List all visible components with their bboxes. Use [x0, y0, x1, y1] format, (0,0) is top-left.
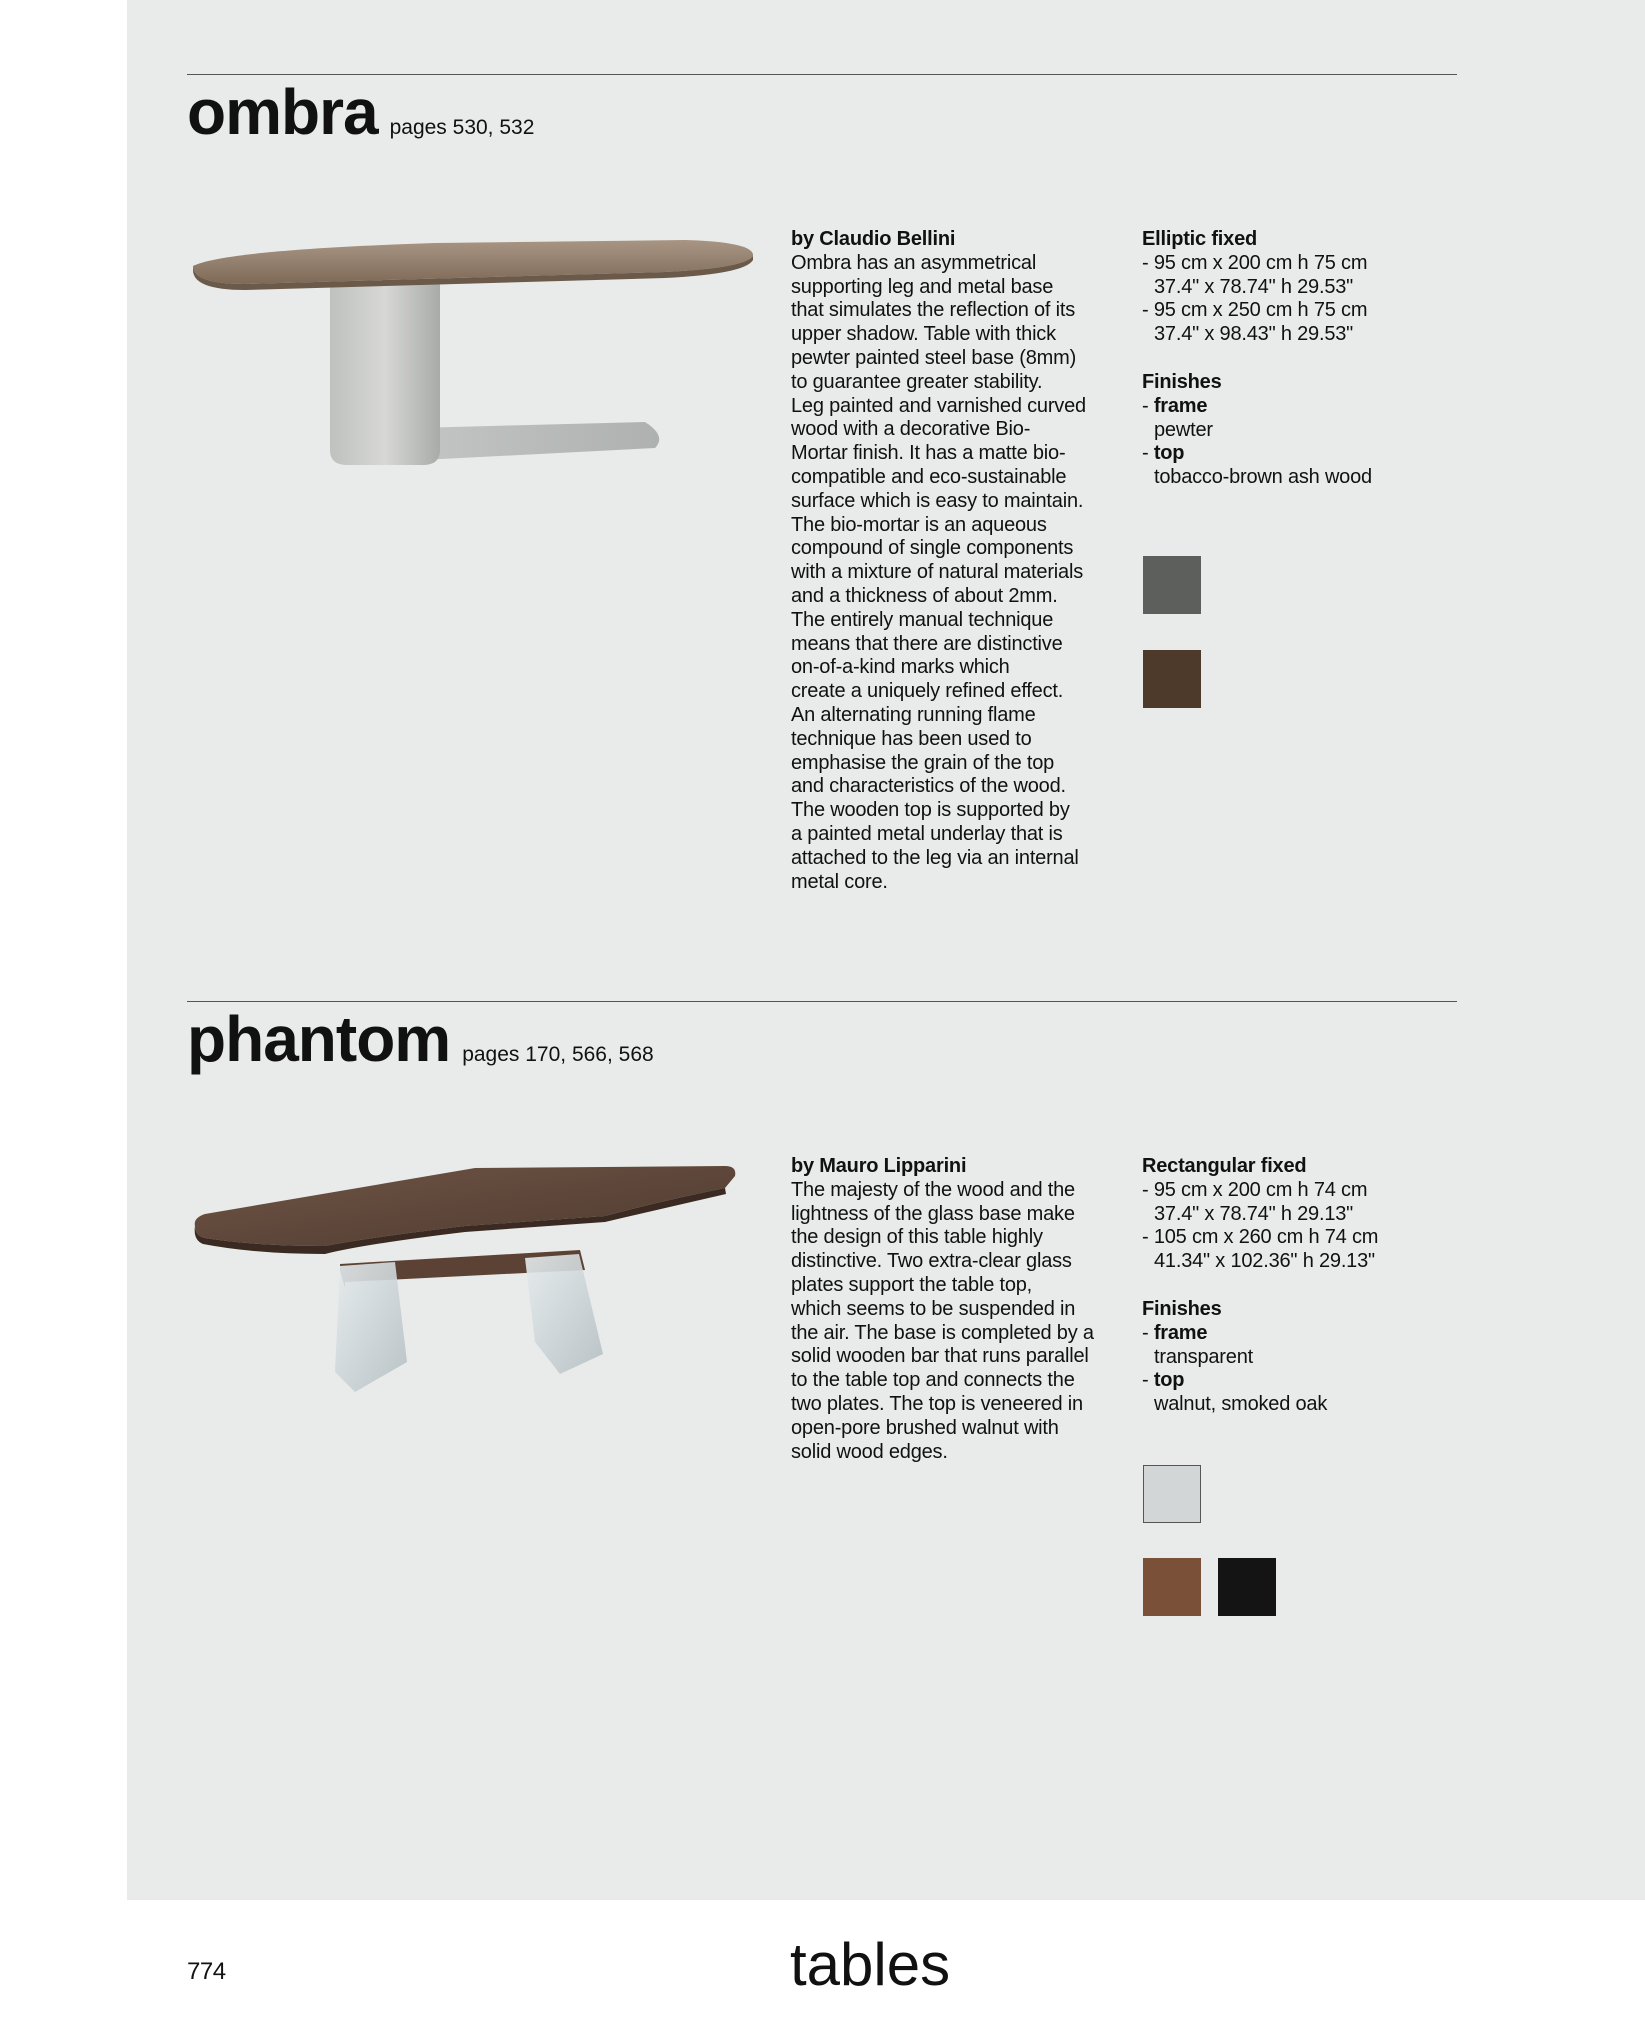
shape-label: Rectangular fixed [1142, 1155, 1307, 1177]
size-imperial: 37.4" x 78.74" h 29.13" [1154, 1202, 1354, 1225]
product-pages: pages 170, 566, 568 [462, 1043, 654, 1066]
page-number: 774 [187, 1958, 226, 1985]
top-value: tobacco-brown ash wood [1154, 466, 1372, 489]
shape-label: Elliptic fixed [1142, 228, 1258, 250]
finish-swatch-frame [1143, 556, 1201, 614]
finish-swatch-top-smoked-oak [1218, 1558, 1276, 1616]
section-divider [187, 74, 1457, 75]
phantom-table-photo [185, 1162, 745, 1394]
product-name: ombra [187, 76, 378, 148]
top-label-row: - top [1142, 442, 1185, 465]
product-title [187, 76, 535, 148]
frame-label-row: - frame [1142, 1321, 1208, 1344]
frame-label: frame [1153, 394, 1208, 417]
designer: by Mauro Lipparini [791, 1155, 967, 1177]
size-metric: - 105 cm x 260 cm h 74 cm [1142, 1226, 1379, 1249]
ombra-table-photo [185, 228, 760, 478]
product-description [791, 228, 1121, 894]
size-imperial: 37.4" x 78.74" h 29.53" [1154, 275, 1354, 298]
finish-swatch-frame [1143, 1465, 1201, 1523]
top-label: top [1153, 442, 1185, 465]
finishes-label: Finishes [1142, 1297, 1222, 1320]
size-metric: - 95 cm x 250 cm h 75 cm [1142, 299, 1368, 322]
frame-label-row: - frame [1142, 394, 1208, 417]
product-pages: pages 530, 532 [389, 116, 535, 139]
description-text: Ombra has an asymmetrical supporting leg and metal base that simulates the reflection of its upper shadow. Table with thick pewter painted steel base (8mm) to guarantee greater stability. Leg painted and varnished curved wood with a decorative Bio- Mortar finish. It has a matte bio- compatible and eco-sustainable surface which is easy to maintain. The bio-mortar is an aqueous compound of single components with a mixture of natural materials and a thickness of about 2mm. The entirely manual technique means that there are distinctive on-of-a-kind marks which create a uniquely refined effect. An alternating running flame technique has been used to emphasise the grain of the top and characteristics of the wood. The wooden top is supported by a painted metal underlay that is attached to the leg via an internal metal core. [791, 251, 1086, 893]
finishes-label: Finishes [1142, 370, 1222, 393]
product-specs [1142, 228, 1442, 490]
size-imperial: 41.34" x 102.36" h 29.13" [1154, 1250, 1375, 1273]
size-imperial: 37.4" x 98.43" h 29.53" [1154, 323, 1354, 346]
top-label-row: - top [1142, 1369, 1185, 1392]
section-name: tables [790, 1931, 951, 1998]
product-name: phantom [187, 1003, 451, 1075]
section-divider [187, 1001, 1457, 1002]
size-metric: - 95 cm x 200 cm h 75 cm [1142, 251, 1368, 274]
product-specs [1142, 1155, 1442, 1417]
size-metric: - 95 cm x 200 cm h 74 cm [1142, 1178, 1368, 1201]
frame-label: frame [1153, 1321, 1208, 1344]
finish-swatch-top [1143, 650, 1201, 708]
product-title [187, 1003, 654, 1075]
frame-value: transparent [1154, 1345, 1253, 1368]
top-label: top [1153, 1369, 1185, 1392]
description-text: The majesty of the wood and the lightness of the glass base make the design of this table highly distinctive. Two extra-clear glass plates support the table top, which seems to be suspended in the air. The base is completed by a solid wooden bar that runs parallel to the table top and connects the two plates. The top is veneered in open-pore brushed walnut with solid wood edges. [791, 1178, 1094, 1463]
top-value: walnut, smoked oak [1154, 1393, 1328, 1416]
finish-swatch-top-walnut [1143, 1558, 1201, 1616]
designer: by Claudio Bellini [791, 228, 956, 250]
product-description [791, 1155, 1121, 1464]
frame-value: pewter [1154, 418, 1213, 441]
